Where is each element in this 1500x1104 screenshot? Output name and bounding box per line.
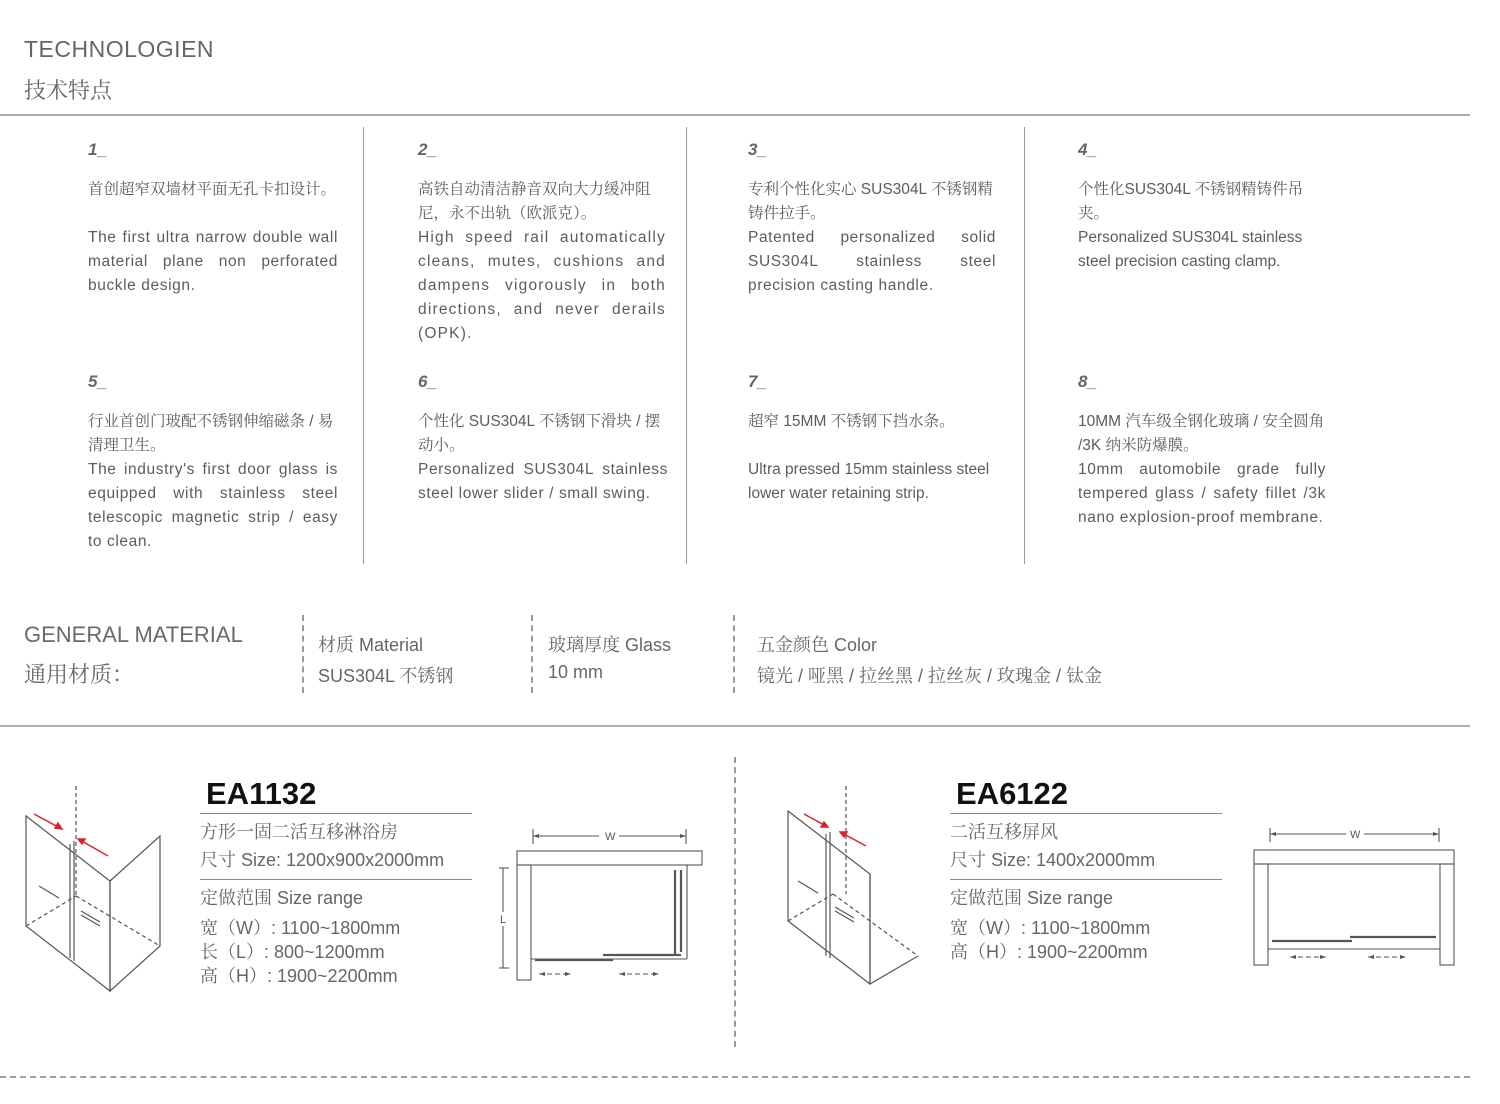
material-divider (302, 615, 304, 693)
column-divider (686, 127, 687, 564)
size-range-title: 定做范围 Size range (200, 888, 364, 908)
feature-text-zh: 行业首创门玻配不锈钢伸缩磁条 / 易清理卫生。 (88, 413, 334, 454)
feature-number: 4_ (1078, 140, 1097, 159)
product-model: EA1132 (206, 776, 317, 811)
feature-text-en: The first ultra narrow double wall material plane non perforated buckle design. (88, 229, 338, 294)
feature-1 (88, 138, 338, 298)
product-size: 尺寸 Size: 1400x2000mm (950, 850, 1156, 870)
feature-text-zh: 个性化SUS304L 不锈钢精铸件吊夹。 (1078, 181, 1304, 222)
mid-divider (0, 725, 1470, 727)
color-label: 五金颜色 Color (757, 635, 878, 655)
section-title-zh: 技术特点 (24, 78, 113, 103)
feature-text-en: Ultra pressed 15mm stainless steel lower water retaining strip. (748, 461, 990, 502)
general-material-title-zh: 通用材质： (24, 662, 135, 687)
feature-text-zh: 超窄 15MM 不锈钢下挡水条。 (748, 413, 955, 430)
column-divider (363, 127, 364, 564)
dim-w-label: W (605, 831, 616, 843)
material-label: 材质 Material (318, 635, 424, 655)
feature-number: 7_ (748, 372, 767, 391)
size-range-title: 定做范围 Size range (950, 888, 1114, 908)
bottom-dashed-divider (0, 1076, 1470, 1078)
feature-8 (1078, 370, 1326, 530)
range-height: 高（H）: 1900~2200mm (200, 966, 398, 986)
feature-text-zh: 个性化 SUS304L 不锈钢下滑块 / 摆动小。 (418, 413, 661, 454)
product-size: 尺寸 Size: 1200x900x2000mm (200, 850, 445, 870)
feature-number: 6_ (418, 372, 437, 391)
general-material-title-en: GENERAL MATERIAL (24, 622, 243, 647)
model-underline (950, 813, 1222, 814)
range-width: 宽（W）: 1100~1800mm (950, 918, 1151, 938)
product-name: 方形一固二活互移淋浴房 (200, 822, 398, 842)
feature-text-zh: 专利个性化实心 SUS304L 不锈钢精铸件拉手。 (748, 181, 993, 222)
feature-text-en: Personalized SUS304L stainless steel lower slider / small swing. (418, 461, 668, 502)
feature-number: 1_ (88, 140, 107, 159)
feature-number: 3_ (748, 140, 767, 159)
model-underline (200, 813, 472, 814)
feature-5 (88, 370, 338, 554)
feature-text-en: The industry's first door glass is equipped with stainless steel telescopic magnetic strip / easy to clean. (88, 461, 338, 550)
feature-number: 2_ (418, 140, 437, 159)
material-divider (531, 615, 533, 693)
section-title-en: TECHNOLOGIEN (24, 36, 215, 62)
feature-text-en: 10mm automobile grade fully tempered glass / safety fillet /3k nano explosion-proof membrane. (1078, 461, 1326, 526)
feature-3 (748, 138, 996, 298)
feature-2 (418, 138, 666, 346)
dim-l-label: L (500, 914, 507, 926)
dim-w-label: W (1350, 829, 1361, 841)
feature-text-en: Personalized SUS304L stainless steel precision casting clamp. (1078, 229, 1303, 270)
screen-3d-drawing (770, 786, 925, 991)
product-name: 二活互移屏风 (950, 822, 1058, 842)
range-height: 高（H）: 1900~2200mm (950, 942, 1148, 962)
material-divider (733, 615, 735, 693)
range-length: 长（L）: 800~1200mm (200, 942, 385, 962)
feature-text-zh: 首创超窄双墙材平面无孔卡扣设计。 (88, 181, 337, 198)
screen-plan-drawing (1248, 824, 1460, 969)
material-value: SUS304L 不锈钢 (318, 666, 454, 686)
column-divider (1024, 127, 1025, 564)
feature-text-en: Patented personalized solid SUS304L stainless steel precision casting handle. (748, 229, 996, 294)
size-underline (950, 879, 1222, 880)
glass-label: 玻璃厚度 Glass (548, 635, 672, 655)
feature-number: 5_ (88, 372, 107, 391)
feature-4 (1078, 138, 1328, 274)
feature-text-en: High speed rail automatically cleans, mutes, cushions and dampens vigorously in both directions, and never derails (OPK). (418, 229, 666, 342)
product-model: EA6122 (956, 776, 1069, 811)
shower-3d-drawing (14, 786, 164, 996)
feature-number: 8_ (1078, 372, 1097, 391)
size-underline (200, 879, 472, 880)
range-width: 宽（W）: 1100~1800mm (200, 918, 401, 938)
feature-text-zh: 10MM 汽车级全钢化玻璃 / 安全圆角 /3K 纳米防爆膜。 (1078, 413, 1325, 454)
feature-7 (748, 370, 998, 506)
top-divider (0, 114, 1470, 116)
feature-6 (418, 370, 668, 506)
feature-text-zh: 高铁自动清洁静音双向大力缓冲阻尼，永不出轨（欧派克）。 (418, 181, 651, 222)
shower-plan-drawing (495, 824, 710, 984)
glass-value: 10 mm (548, 662, 604, 682)
product-divider (734, 757, 736, 1047)
color-value: 镜光 / 哑黑 / 拉丝黑 / 拉丝灰 / 玫瑰金 / 钛金 (757, 666, 1103, 686)
